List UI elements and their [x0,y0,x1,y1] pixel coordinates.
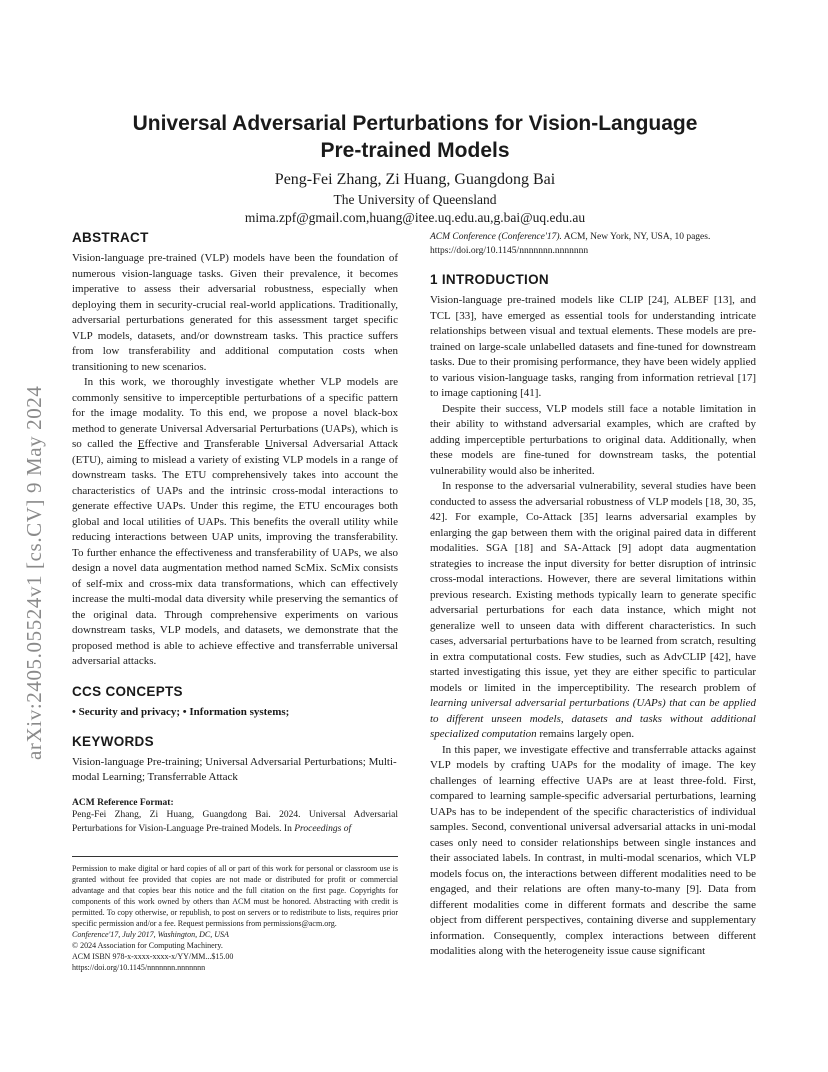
acm-reference-heading: ACM Reference Format: [72,797,174,808]
abstract-text: niversal Adversarial Attack (ETU), aiming to mislead a variety of existing VLP models in a range of downstream tasks. The ETU comprehensively takes into account the characteristics of UAPs and the intrinsic cross-modal interactions to generate effective UAPs. Under this regime, the ETU encourages both global and local utilities of UAPs. This benefits the overall utility while reducing interactions between UAP units, improving the transferability. To further enhance the effectiveness and transferability of UAPs, we also design a novel data augmentation method named ScMix. ScMix consists of self-mix and cross-mix data transformations, which can effectively increase the multi-modal data diversity while preserving the semantics of the original data. Through comprehensive experiments on various downstream tasks, VLP models, and datasets, we demonstrate that the proposed method is able to achieve effective and transferrable universal adversarial attacks. [72,438,398,667]
introduction-section [430,272,756,960]
conference-line: Conference'17, July 2017, Washington, DC, USA [72,929,229,939]
arxiv-identifier: arXiv:2405.05524v1 [cs.CV] 9 May 2024 [22,385,46,760]
abstract-text: ransferable [210,438,265,450]
ccs-concepts: • Security and privacy; • Information systems; [72,705,290,718]
intro-paragraph-1: Vision-language pre-trained models like CLIP [24], ALBEF [13], and TCL [33], have emerged as essential tools for understanding intricate relationships between visual and textual elements. These models are pre-trained on large-scale unlabelled datasets and fine-tuned for downstream tasks. Due to their promising performance, they have been widely applied to various vision-language tasks, ranging from information retrieval [17] to image captioning [41]. [430,294,756,399]
intro-paragraph-2: Despite their success, VLP models still face a notable limitation in their ability to withstand adversarial examples, which are crafted by adding imperceptible perturbations to original data. Additionally, when these models are fine-tuned for downstream tasks, the potential vulnerability would also be inherited. [430,402,756,477]
paper-header [72,110,758,226]
title-line-2: Pre-trained Models [320,139,510,162]
copyright-line: © 2024 Association for Computing Machinery. [72,940,223,950]
author-emails: mima.zpf@gmail.com,huang@itee.uq.edu.au,g.bai@uq.edu.au [244,210,586,225]
ccs-section [72,684,398,720]
affiliation: The University of Queensland [333,192,497,207]
title-line-1: Universal Adversarial Perturbations for Vision-Language [132,112,698,135]
reference-text: Peng-Fei Zhang, Zi Huang, Guangdong Bai. 2024. Universal Adversarial Perturbations for Vision-Language Pre-trained Models. In [72,809,398,834]
footnote-divider [72,856,398,857]
acm-reference-continued [430,230,756,258]
abstract-paragraph-1: Vision-language pre-trained (VLP) models have been the foundation of numerous vision-language tasks. Given their prevalence, it becomes imperative to assess their adversarial robustness, especially when deploying them in security-crucial real-world applications. Traditionally, adversarial perturbations generated for this assessment target specific VLP models, datasets, and/or downstream tasks. This practice suffers from low transferability and additional computation costs when transitioning to new scenarios. [72,252,398,373]
abstract-paragraph-2 [72,375,398,670]
author-list: Peng-Fei Zhang, Zi Huang, Guangdong Bai [274,171,556,188]
keywords-text: Vision-language Pre-training; Universal Adversarial Perturbations; Multi-modal Learning; Transferrable Attack [72,755,397,783]
abstract-text: In this work, we thoroughly investigate whether VLP models are commonly sensitive to imperceptible perturbations of a specific pattern for the image modality. To this end, we propose a novel black-box method to generate Universal Adversarial Perturbations (UAPs), which is so called the [72,376,398,450]
abstract-text: ffective and [144,438,205,450]
acm-reference-text [72,808,398,836]
permission-block [72,863,398,973]
permission-text: Permission to make digital or hard copies of all or part of this work for personal or classroom use is granted without fee provided that copies are not made or distributed for profit or commercial advantage and that copies bear this notice and the full citation on the first page. Copyrights for components of this work owned by others than ACM must be honored. Abstracting with credit is permitted. To copy otherwise, or republish, to post on servers or to redistribute to lists, requires prior specific permission and/or a fee. Request permissions from permissions@acm.org. [72,863,398,928]
doi-line: https://doi.org/10.1145/nnnnnnn.nnnnnnn [72,962,206,972]
intro-text: remains largely open. [536,728,635,740]
ccs-heading: CCS CONCEPTS [72,683,183,699]
intro-paragraph-4: In this paper, we investigate effective and transferrable attacks against VLP models by crafting UAPs for the modality of image. The key challenges of learning effective UAPs are at least three-fold. First, compared to learning sample-specific adversarial perturbations, learning UAPs has to be independent of the specific characteristics of individual samples. Second, conventional universal adversarial attacks in uni-modal cases only need to consider relationships between single instances and their associated labels. In contrast, in multi-modal scenarios, which VLP models focus on, the interactions between different modalities need to be engaged, and their relations are often many-to-many [9]. Data from different modalities come in different formats and describe the same object from different perspectives, containing diverse and supplementary information. Consequently, complex interactions between different modalities along with the heterogeneity issue cause significant [430,743,756,957]
isbn-line: ACM ISBN 978-x-xxxx-xxxx-x/YY/MM...$15.00 [72,951,234,961]
reference-venue: ACM Conference (Conference'17). [430,232,562,242]
introduction-heading: 1 INTRODUCTION [430,272,549,287]
right-column [430,230,756,960]
intro-text: In response to the adversarial vulnerability, several studies have been conducted to assess the adversarial robustness of VLP models [18, 30, 35, 42]. For example, Co-Attack [35] learns adversarial examples by enlarging the gap between them with the original paired data in different modalities. SGA [18] and SA-Attack [9] adopt data augmentation strategies to increase the input diversity for better disruption of intrinsic cross-modal interactions. However, there are several limitations within previous research. Existing methods typically learn to generate specific adversarial perturbations for each data instance, which might not generalize well to unseen data with different characteristics. In such cases, adversarial perturbations have to be learned from scratch, resulting in extra computational costs. Few studies, such as AdvCLIP [42], have started investigating this issue, yet they are either specific to particular models or limited in the imperceptibility. The research problem of [430,480,756,694]
acronym-letter: E [137,438,145,450]
abstract-heading: ABSTRACT [72,230,149,245]
keywords-section [72,734,398,786]
paper-title [72,110,758,164]
intro-emphasis: learning universal adversarial perturbations (UAPs) that can be applied to different unseen models, datasets and tasks without additional specialized computation [430,697,756,740]
reference-publisher: ACM, New York, NY, USA, 10 pages. https://doi.org/10.1145/nnnnnnn.nnnnnnn [430,232,711,256]
reference-proceedings: Proceedings of [294,823,352,834]
acronym-letter: U [264,438,273,450]
left-column [72,230,398,973]
intro-paragraph-3 [430,479,756,743]
keywords-heading: KEYWORDS [72,733,154,749]
acronym-letter: T [204,438,211,450]
